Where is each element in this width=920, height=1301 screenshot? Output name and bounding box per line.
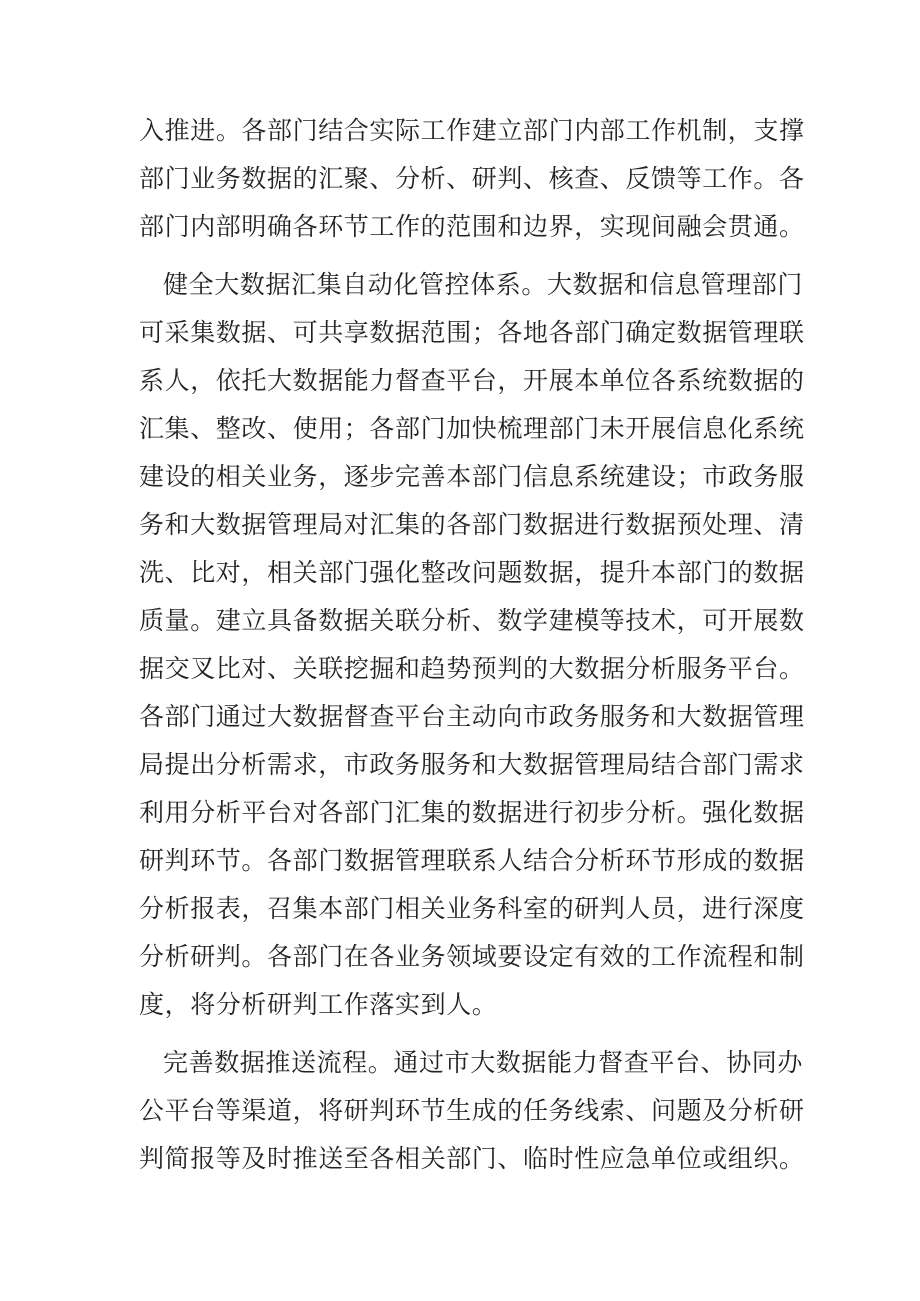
text-line: 可采集数据、可共享数据范围；各地各部门确定数据管理联 bbox=[139, 318, 805, 347]
text-line: 据交叉比对、关联挖掘和趋势预判的大数据分析服务平台。 bbox=[139, 654, 805, 683]
text-line: 完善数据推送流程。通过市大数据能力督查平台、协同办 bbox=[163, 1048, 804, 1077]
paragraph-gap bbox=[139, 251, 789, 261]
text-line: 公平台等渠道，将研判环节生成的任务线索、问题及分析研 bbox=[139, 1096, 805, 1125]
text-line: 分析报表，召集本部门相关业务科室的研判人员，进行深度 bbox=[139, 894, 805, 923]
text-line: 各部门通过大数据督查平台主动向市政务服务和大数据管理 bbox=[139, 702, 805, 731]
text-line: 度，将分析研判工作落实到人。 bbox=[139, 990, 498, 1019]
document-body bbox=[139, 107, 805, 1183]
text-line: 部门业务数据的汇聚、分析、研判、核查、反馈等工作。各 bbox=[139, 164, 805, 193]
text-line: 洗、比对，相关部门强化整改问题数据，提升本部门的数据 bbox=[139, 558, 805, 587]
text-line: 分析研判。各部门在各业务领域要设定有效的工作流程和制 bbox=[139, 942, 805, 971]
paragraph-3 bbox=[139, 1039, 805, 1183]
text-line: 建设的相关业务，逐步完善本部门信息系统建设；市政务服 bbox=[139, 462, 805, 491]
text-line: 系人，依托大数据能力督查平台，开展本单位各系统数据的 bbox=[139, 366, 805, 395]
text-line: 健全大数据汇集自动化管控体系。大数据和信息管理部门 bbox=[163, 270, 804, 299]
text-line: 入推进。各部门结合实际工作建立部门内部工作机制，支撑 bbox=[139, 116, 805, 145]
text-line: 研判环节。各部门数据管理联系人结合分析环节形成的数据 bbox=[139, 846, 805, 875]
text-line: 部门内部明确各环节工作的范围和边界，实现间融会贯通。 bbox=[139, 212, 805, 241]
paragraph-gap bbox=[139, 1029, 789, 1039]
text-line: 局提出分析需求，市政务服务和大数据管理局结合部门需求 bbox=[139, 750, 805, 779]
paragraph-2 bbox=[139, 261, 805, 1029]
text-line: 汇集、整改、使用；各部门加快梳理部门未开展信息化系统 bbox=[139, 414, 805, 443]
text-line: 务和大数据管理局对汇集的各部门数据进行数据预处理、清 bbox=[139, 510, 805, 539]
text-line: 利用分析平台对各部门汇集的数据进行初步分析。强化数据 bbox=[139, 798, 805, 827]
paragraph-1 bbox=[139, 107, 805, 251]
text-line: 质量。建立具备数据关联分析、数学建模等技术，可开展数 bbox=[139, 606, 805, 635]
text-line: 判简报等及时推送至各相关部门、临时性应急单位或组织。 bbox=[139, 1144, 805, 1173]
